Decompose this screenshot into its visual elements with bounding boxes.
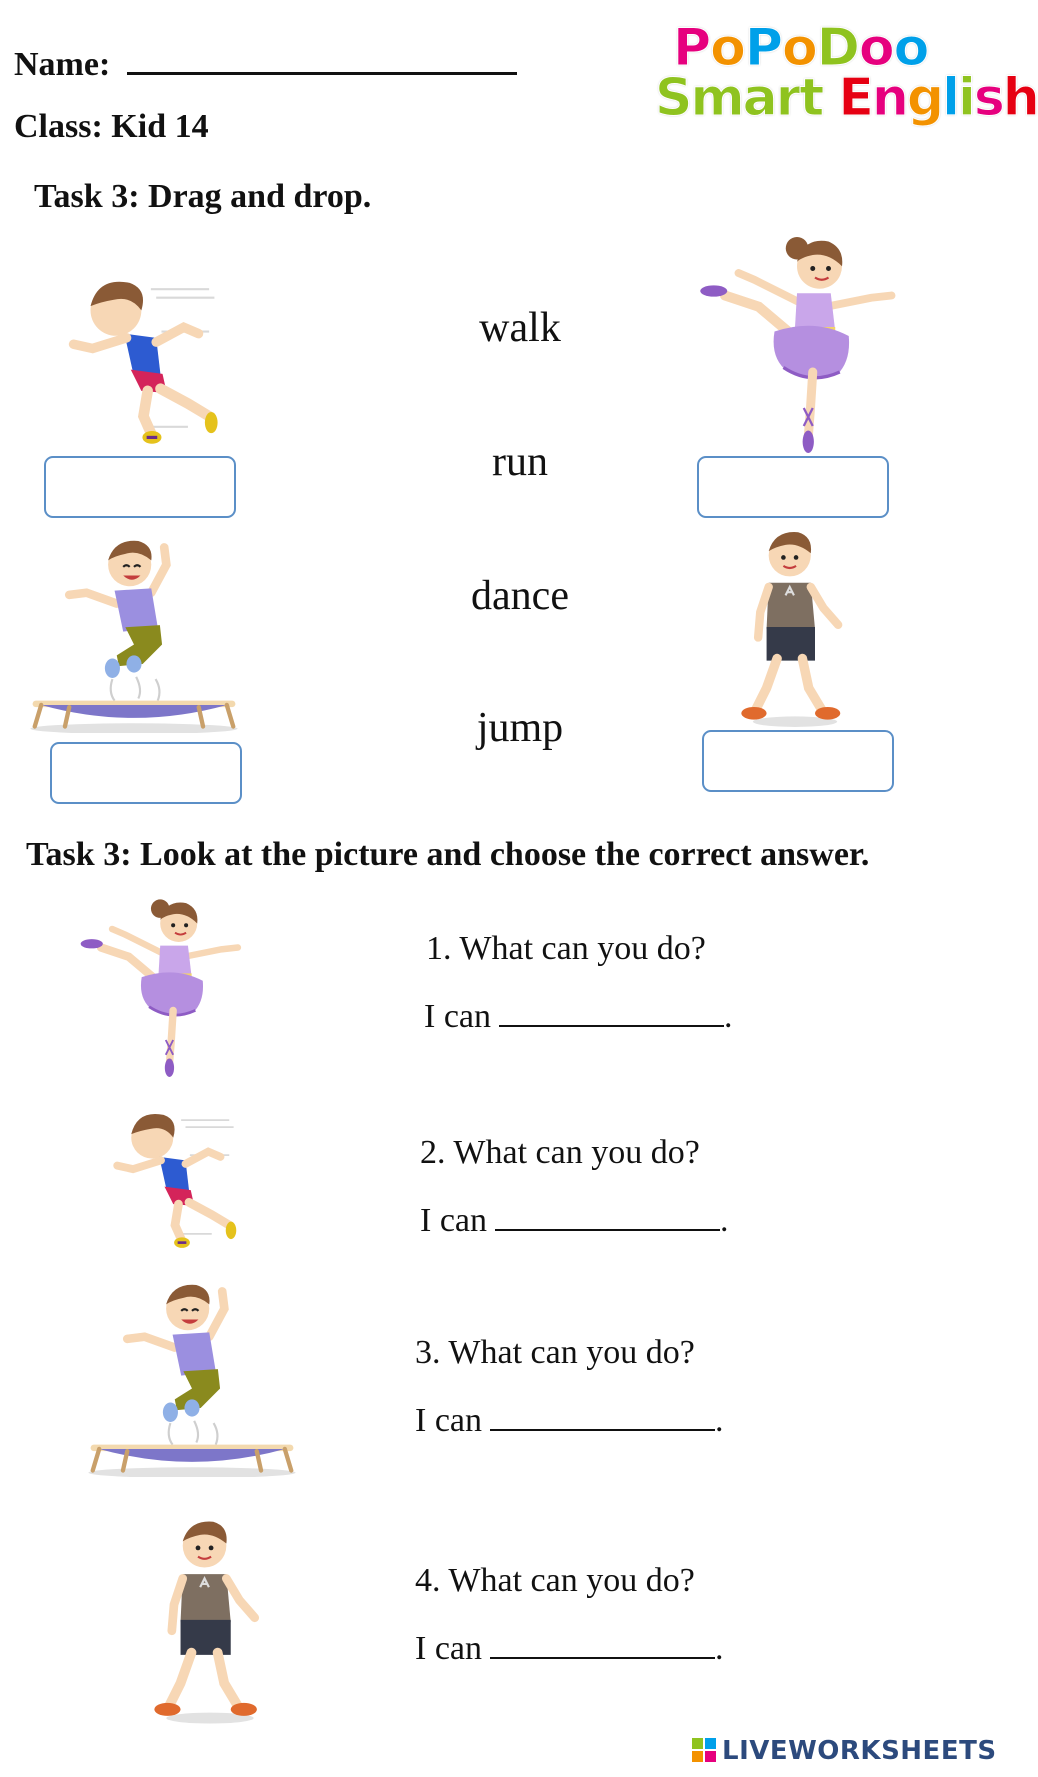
logo-line-smart-english [655,68,1038,128]
liveworksheets-logo-icon [692,1738,718,1764]
logo-popodoo-letter: P [673,18,711,78]
class-row [14,108,209,146]
task1-title: Task 3: Drag and drop. [34,178,372,215]
boy-running-icon [98,1102,238,1252]
word-walk[interactable]: walk [479,305,561,351]
boy-jumping-trampoline-icon [26,528,242,733]
word-jump[interactable]: jump [476,705,564,751]
drop-box-running[interactable] [44,456,236,518]
logo-smart-english-letter: h [1002,68,1038,128]
answer-row-1: I can . [424,998,733,1035]
question-2: 2. What can you do? [420,1134,700,1171]
question-4: 4. What can you do? [415,1562,695,1599]
logo-popodoo-letter: D [816,18,859,78]
answer-row-4: I can . [415,1630,724,1667]
logo-smart-english-letter: r [775,68,800,128]
logo-popodoo-letter: o [858,18,894,78]
liveworksheets-footer [692,1736,997,1766]
logo-smart-english-letter: t [799,68,823,128]
answer-row-3: I can . [415,1402,724,1439]
logo-smart-english-letter: S [655,68,691,128]
class-value: Kid 14 [111,108,209,145]
answer-prefix-1: I can [424,998,492,1035]
drop-box-jumping[interactable] [50,742,242,804]
word-run[interactable]: run [492,439,548,485]
question-3: 3. What can you do? [415,1334,695,1371]
popodoo-logo [655,18,1038,128]
logo-smart-english-letter: E [838,68,872,128]
girl-dancing-icon [680,228,905,453]
logo-smart-english-letter: a [742,68,776,128]
answer-blank-2[interactable] [495,1201,720,1231]
name-row [14,42,517,84]
logo-smart-english-letter [822,68,838,128]
answer-prefix-2: I can [420,1202,488,1239]
logo-popodoo-letter: o [893,18,929,78]
girl-dancing-icon [64,892,249,1077]
answer-blank-3[interactable] [490,1401,715,1431]
logo-smart-english-letter: i [957,68,974,128]
boy-walking-icon [735,528,855,728]
boy-jumping-trampoline-icon [82,1272,302,1477]
answer-row-2: I can . [420,1202,729,1239]
name-label: Name: [14,46,111,83]
class-label: Class: [14,108,103,145]
logo-smart-english-letter: l [942,68,958,128]
logo-smart-english-letter: m [690,68,743,128]
logo-popodoo-letter: o [781,18,817,78]
logo-smart-english-letter: s [973,68,1003,128]
liveworksheets-brand: LIVEWORKSHEETS [722,1736,997,1766]
answer-prefix-3: I can [415,1402,483,1439]
logo-line-popodoo [655,18,965,78]
boy-walking-icon [150,1516,270,1726]
answer-blank-1[interactable] [499,997,724,1027]
question-1: 1. What can you do? [426,930,706,967]
logo-popodoo-letter: P [744,18,782,78]
word-dance[interactable]: dance [471,573,569,619]
answer-prefix-4: I can [415,1630,483,1667]
logo-smart-english-letter: n [871,68,907,128]
task2-title: Task 3: Look at the picture and choose the correct answer. [26,836,870,873]
drop-box-dancing[interactable] [697,456,889,518]
drop-box-walking[interactable] [702,730,894,792]
logo-popodoo-letter: o [710,18,745,78]
boy-running-icon [50,268,220,448]
answer-blank-4[interactable] [490,1629,715,1659]
name-blank[interactable] [127,42,517,75]
logo-smart-english-letter: g [906,68,943,128]
